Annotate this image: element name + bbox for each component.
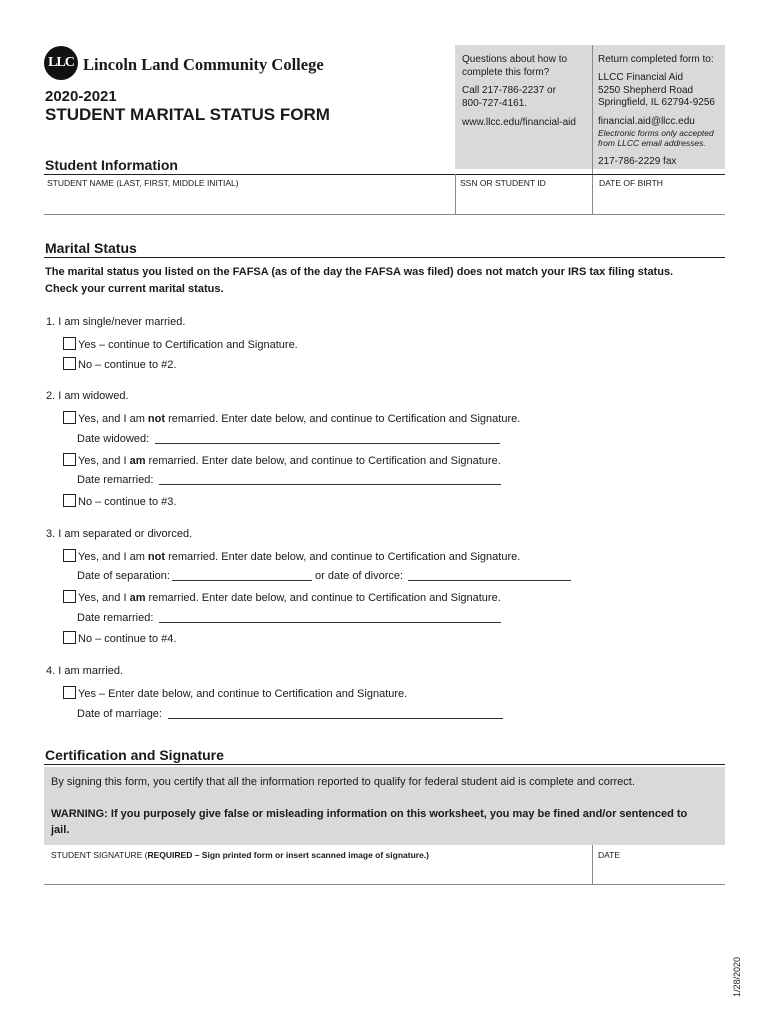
- q3-date-remarried-line: Date remarried:: [77, 611, 501, 624]
- q3-yes-am-option[interactable]: Yes, and I am remarried. Enter date below, and continue to Certification and Signature.: [63, 590, 501, 604]
- date-widowed-line: Date widowed:: [77, 432, 500, 445]
- q4-label: 4. I am married.: [46, 665, 124, 677]
- date-divorce-field[interactable]: [408, 569, 571, 581]
- q3-label: 3. I am separated or divorced.: [46, 528, 193, 540]
- signature-divider: [592, 845, 593, 885]
- q1-no-option[interactable]: [63, 357, 176, 371]
- signature-date-field[interactable]: [598, 862, 722, 882]
- marital-intro: The marital status you listed on the FAFSA (as of the day the FAFSA was filed) does not match your IRS tax filing status. Check your current marital status.: [45, 266, 674, 295]
- student-info-bottom: [44, 214, 725, 215]
- date-widowed-field[interactable]: [155, 432, 500, 444]
- call-text: Call 217-786-2237 or 800-727-4161.: [462, 85, 556, 109]
- q2-no-option[interactable]: No – continue to #3.: [63, 494, 176, 508]
- signature-label: STUDENT SIGNATURE (REQUIRED – Sign printed form or insert scanned image of signature.): [51, 850, 429, 860]
- signature-date-label: DATE: [598, 850, 621, 860]
- email-note: Electronic forms only accepted from LLCC email addresses.: [598, 128, 714, 148]
- signature-bottom: [44, 884, 725, 885]
- q2-date-remarried-field[interactable]: [159, 473, 501, 485]
- q4-yes-checkbox[interactable]: [63, 686, 76, 699]
- q1-yes-text: Yes – continue to Certification and Signature.: [78, 339, 298, 351]
- q2-date-remarried-line: Date remarried:: [77, 473, 501, 486]
- dob-label: DATE OF BIRTH: [599, 178, 663, 188]
- marital-status-rule: [44, 257, 725, 258]
- fax-number: 217-786-2229 fax: [598, 156, 677, 167]
- certification-title: Certification and Signature: [45, 747, 224, 763]
- questions-text: Questions about how to complete this form?: [462, 54, 568, 78]
- q2-yes-not-option[interactable]: Yes, and I am not remarried. Enter date below, and continue to Certification and Signature.: [63, 411, 520, 425]
- q3-date-remarried-field[interactable]: [159, 611, 501, 623]
- return-label: Return completed form to:: [598, 54, 714, 65]
- separation-divorce-line: Date of separation: or date of divorce:: [77, 569, 571, 582]
- form-year: 2020-2021: [45, 88, 117, 105]
- marital-status-title: Marital Status: [45, 240, 137, 256]
- revision-date: 1/28/2020: [732, 956, 742, 997]
- website-link[interactable]: www.llcc.edu/financial-aid: [462, 117, 576, 128]
- q4-yes-option[interactable]: Yes – Enter date below, and continue to Certification and Signature.: [63, 686, 407, 700]
- date-marriage-field[interactable]: [168, 707, 503, 719]
- student-info-title: Student Information: [45, 157, 178, 173]
- student-info-rule: [44, 174, 725, 175]
- q2-no-checkbox[interactable]: [63, 494, 76, 507]
- q2-label: 2. I am widowed.: [46, 390, 129, 402]
- q2-yes-am-option[interactable]: Yes, and I am remarried. Enter date below, and continue to Certification and Signature.: [63, 453, 501, 467]
- college-name: Lincoln Land Community College: [83, 55, 324, 74]
- email-link[interactable]: financial.aid@llcc.edu: [598, 116, 695, 127]
- q3-yes-not-checkbox[interactable]: [63, 549, 76, 562]
- date-separation-field[interactable]: [172, 569, 312, 581]
- q3-yes-am-checkbox[interactable]: [63, 590, 76, 603]
- certification-warning: WARNING: If you purposely give false or misleading information on this worksheet, you may be fined and/or sentenced to jail.: [51, 808, 688, 836]
- form-title: STUDENT MARITAL STATUS FORM: [45, 105, 330, 124]
- q1-no-checkbox[interactable]: [63, 357, 76, 370]
- q1-no-text: No – continue to #2.: [78, 359, 177, 371]
- q1-yes-checkbox[interactable]: [63, 337, 76, 350]
- q3-no-checkbox[interactable]: [63, 631, 76, 644]
- certification-statement: By signing this form, you certify that all the information reported to qualify for federal student aid is complete and correct.: [51, 776, 635, 788]
- ssn-label: SSN OR STUDENT ID: [460, 178, 546, 188]
- student-name-label: STUDENT NAME (LAST, FIRST, MIDDLE INITIAL): [47, 178, 239, 188]
- q1-yes-option[interactable]: [63, 337, 298, 351]
- return-address: LLCC Financial Aid 5250 Shepherd Road Springfield, IL 62794-9256: [598, 72, 715, 108]
- q2-yes-not-checkbox[interactable]: [63, 411, 76, 424]
- q2-yes-am-checkbox[interactable]: [63, 453, 76, 466]
- dob-field[interactable]: [598, 192, 722, 212]
- q1-label: 1. I am single/never married.: [46, 316, 186, 328]
- ssn-divider: [455, 174, 456, 215]
- signature-field[interactable]: [48, 862, 588, 882]
- certification-rule: [44, 764, 725, 765]
- student-name-field[interactable]: [48, 192, 448, 212]
- ssn-field[interactable]: [460, 192, 588, 212]
- contact-divider: [592, 45, 593, 215]
- college-logo: LLC: [44, 46, 78, 80]
- q3-no-option[interactable]: No – continue to #4.: [63, 631, 176, 645]
- date-marriage-line: Date of marriage:: [77, 707, 503, 720]
- q3-yes-not-option[interactable]: Yes, and I am not remarried. Enter date below, and continue to Certification and Signature.: [63, 549, 520, 563]
